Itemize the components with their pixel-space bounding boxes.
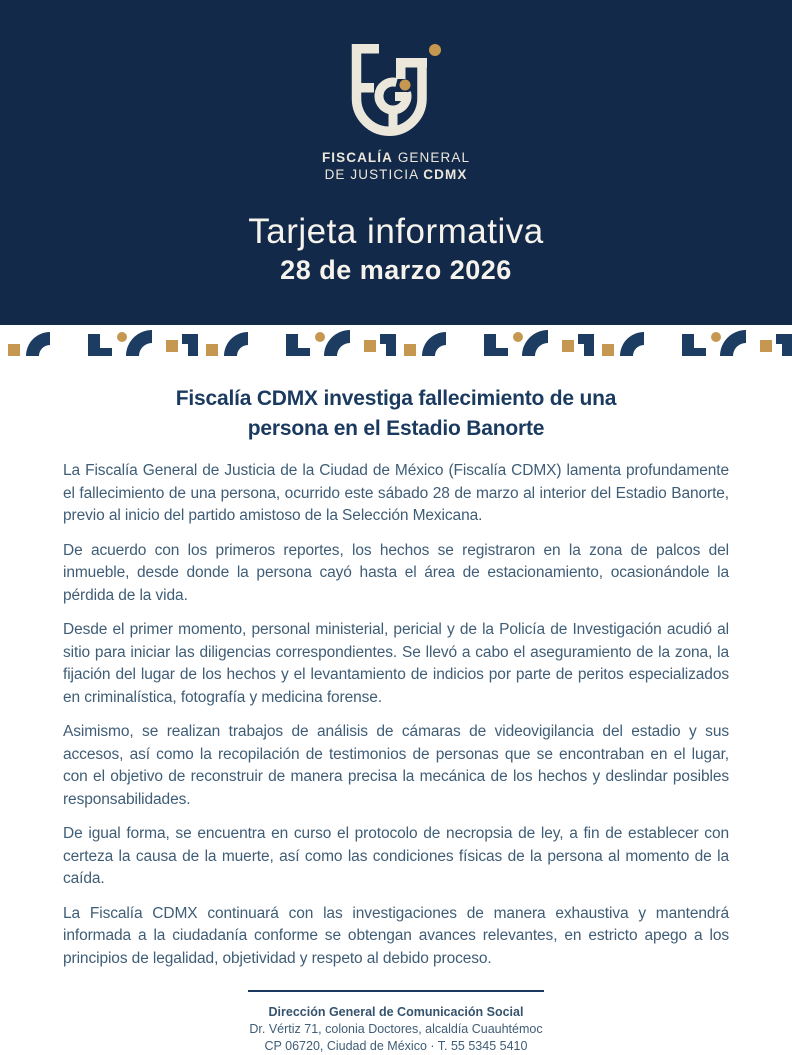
header-banner [0,0,792,325]
document-date: 28 de marzo 2026 [280,255,512,285]
paragraph: De acuerdo con los primeros reportes, los hechos se registraron en la zona de palcos del inmueble, desde donde la persona cayó hasta el área de estacionamiento, ocasionándole la pérdida de la vida. [63,541,729,604]
org-name-line2: DE JUSTICIA CDMX [324,167,468,182]
article-content [63,384,729,1055]
article-heading-line2: persona en el Estadio Banorte [247,417,545,440]
footer-city-phone: CP 06720, Ciudad de México · T. 55 5345 5410 [264,1039,528,1053]
document-type-title: Tarjeta informativa [248,212,544,251]
org-name-line1: FISCALÍA GENERAL [321,150,471,165]
article-body [63,460,729,970]
paragraph: Asimismo, se realizan trabajos de análisis de cámaras de videovigilancia del estadio y sus accesos, así como la recopilación de testimonios de personas que se encontraban en el lugar, con el objetivo de reconstruir de manera precisa la mecánica de los hechos y deslindar posibles responsabilidades. [63,723,729,808]
paragraph: La Fiscalía General de Justicia de la Ciudad de México (Fiscalía CDMX) lamenta profundamente el fallecimiento de una persona, ocurrido este sábado 28 de marzo al interior del Estadio Banorte, previo al inicio del partido amistoso de la Selección Mexicana. [63,462,729,524]
org-name [322,149,470,183]
footer-divider [248,990,544,992]
footer-department: Dirección General de Comunicación Social [268,1005,524,1019]
article-heading [63,384,729,444]
fgj-cdmx-logo-icon [348,42,444,142]
paragraph: De igual forma, se encuentra en curso el protocolo de necropsia de ley, a fin de establecer con certeza la causa de la muerte, así como las condiciones físicas de la persona al momento de la caída. [63,825,729,887]
paragraph: La Fiscalía CDMX continuará con las investigaciones de manera exhaustiva y mantendrá informada a la ciudadanía conforme se obtengan avances relevantes, en estricto apego a los principios de legalidad, objetividad y respeto al debido proceso. [63,904,729,967]
article-heading-line1: Fiscalía CDMX investiga fallecimiento de una [175,387,617,410]
footer-address: Dr. Vértiz 71, colonia Doctores, alcaldía Cuauhtémoc [249,1022,543,1036]
paragraph: Desde el primer momento, personal ministerial, pericial y de la Policía de Investigación acudió al sitio para iniciar las diligencias correspondientes. Se llevó a cabo el aseguramiento de la zona, la fijación del lugar de los hechos y el levantamiento de indicios por parte de peritos especializados en criminalística, fotografía y medicina forense. [63,621,729,706]
decorative-pattern-band [0,328,792,358]
contact-footer [63,990,729,1055]
